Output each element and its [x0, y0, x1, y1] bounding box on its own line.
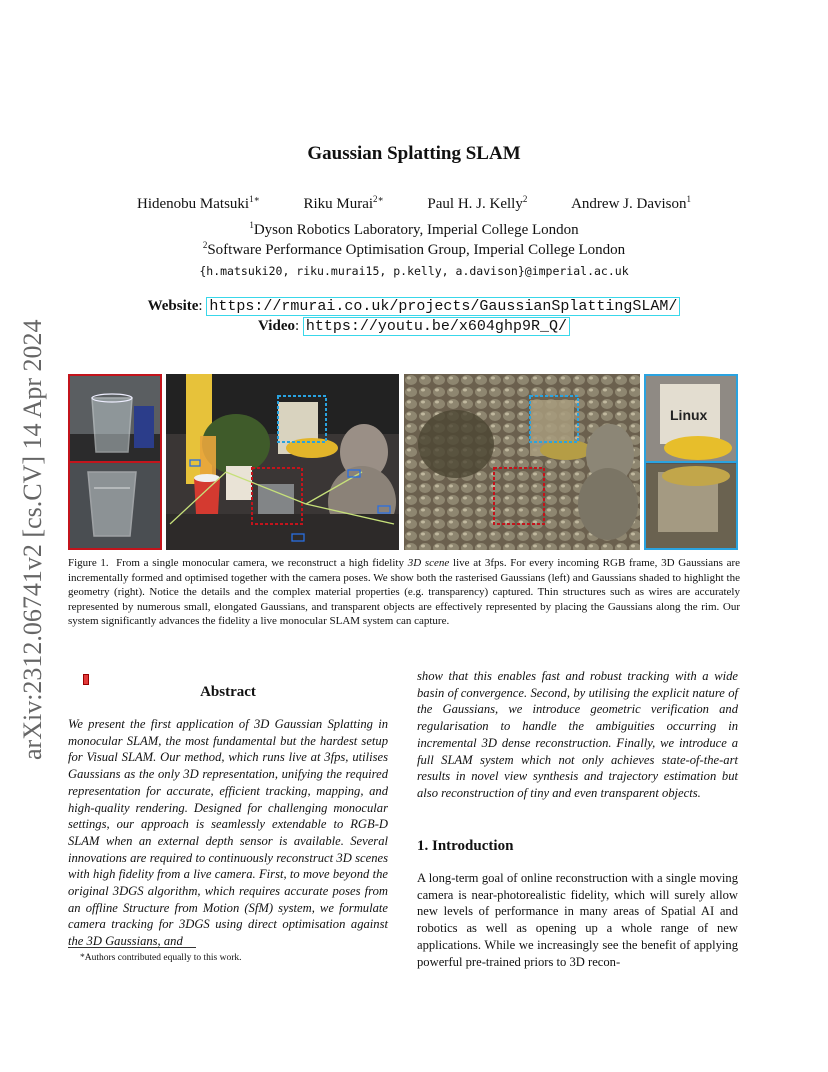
author: Riku Murai$^{2∗}$ [303, 194, 384, 212]
affiliation: $^1$Dyson Robotics Laboratory, Imperial College London [249, 220, 579, 238]
figure-panel-glass-closeup [68, 374, 162, 550]
author: Paul H. J. Kelly$^2$ [427, 194, 528, 212]
figure-panel-book-closeup [644, 374, 738, 550]
abstract-continued: show that this enables fast and robust tracking with a wide basin of convergence. Second, by utilising the explicit nature of the Gaussians, we introduce geometric verification and regularisation to handle the ambiguities occurring in incremental 3D dense reconstruction. Finally, we introduce a full SLAM system which not only achieves state-of-the-art results in novel view synthesis and trajectory estimation but also reconstruction of tiny and even transparent objects. [417, 669, 738, 800]
book-cover-text: Linux [670, 407, 708, 423]
affiliation: $^2$Software Performance Optimisation Group, Imperial College London [202, 240, 626, 258]
video-line: Video: https://youtu.be/x604ghp9R_Q/ [0, 318, 828, 335]
section-heading-introduction: 1. Introduction [417, 838, 514, 854]
arxiv-id: arXiv:2312.06741v2 [cs.CV] 14 Apr 2024 [18, 319, 47, 760]
author-emails: {h.matsuki20, riku.murai15, p.kelly, a.davison}@imperial.ac.uk [199, 264, 629, 278]
figure-caption: Figure 1. From a single monocular camera, we reconstruct a high fidelity 3D scene live at 3fps. For every incoming RGB frame, 3D Gaussians are incrementally formed and optimised together with the camera poses. We show both the rasterised Gaussians (left) and Gaussians shaded to highlight the geometry (right). Notice the details and the complex material properties (e.g. transparency) captured. Thin structures such as wires are accurately represented by numerous small, elongated Gaussians, and transparent objects are effectively represented by placing the Gaussians along the rim. Our system significantly advances the fidelity a live monocular SLAM system can capture. [68, 557, 741, 628]
footnote-rule [68, 947, 196, 948]
figure-panel-rasterised [166, 374, 399, 550]
figure-panel-shaded-geometry [404, 374, 640, 550]
website-link[interactable]: https://rmurai.co.uk/projects/GaussianSplattingSLAM/ [206, 297, 680, 316]
abstract-heading: Abstract [200, 684, 256, 700]
footnote: *Authors contributed equally to this work. [80, 953, 242, 963]
introduction-body: A long-term goal of online reconstruction with a single moving camera is near-photorealistic fidelity, which will surely allow new levels of performance in many areas of Spatial AI and robotics as well as opening up a whole range of new applications. While we increasingly see the benefit of applying powerful pre-trained priors to 3D recon- [417, 871, 738, 969]
figure-1 [68, 374, 738, 550]
author-list [0, 196, 828, 213]
video-link[interactable]: https://youtu.be/x604ghp9R_Q/ [303, 317, 570, 336]
abstract-body: We present the first application of 3D Gaussian Splatting in monocular SLAM, the most fundamental but the hardest setup for Visual SLAM. Our method, which runs live at 3fps, utilises Gaussians as the only 3D representation, unifying the required representation for accurate, efficient tracking, mapping, and high-quality rendering. Designed for challenging monocular settings, our approach is seamlessly extendable to RGB-D SLAM when an external depth sensor is available. Several innovations are required to continuously reconstruct 3D scenes with high fidelity from a live camera. First, to move beyond the original 3DGS algorithm, which requires accurate poses from an offline Structure from Motion (SfM) system, we formulate camera tracking for 3DGS using direct optimisation against the 3D Gaussians, and [68, 717, 388, 949]
website-line: Website: https://rmurai.co.uk/projects/GaussianSplattingSLAM/ [0, 298, 828, 315]
author: Hidenobu Matsuki$^{1∗}$ [137, 194, 260, 212]
author: Andrew J. Davison$^1$ [571, 194, 691, 212]
paper-title: Gaussian Splatting SLAM [307, 143, 521, 164]
